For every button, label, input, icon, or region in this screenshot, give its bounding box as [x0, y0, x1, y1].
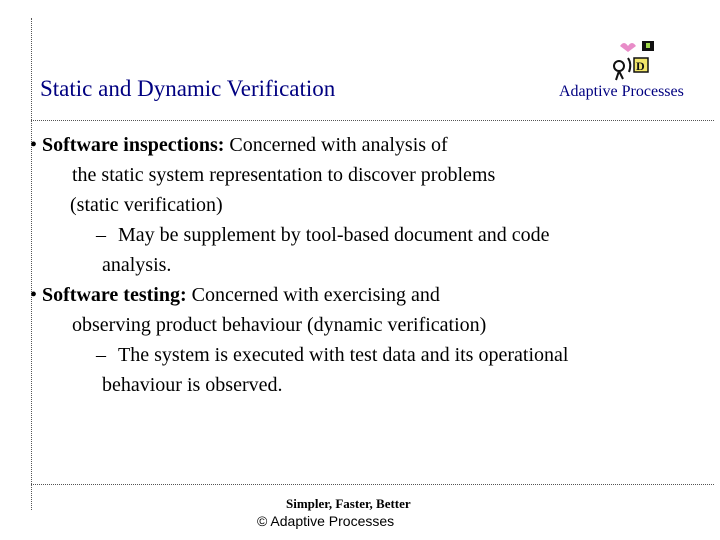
bullet-line: [42, 280, 440, 310]
svg-text:D: D: [636, 59, 645, 73]
sub-bullet-text: May be supplement by tool-based document and code: [118, 224, 550, 246]
sub-bullet-marker: –: [96, 224, 106, 246]
footer-slogan: Simpler, Faster, Better: [286, 496, 411, 511]
slide-subtitle: Adaptive Processes: [559, 83, 684, 100]
adaptive-processes-logo-icon: [610, 38, 662, 82]
left-dotted-rule: [31, 18, 32, 510]
bullet-text: the static system representation to discover problems: [72, 164, 496, 186]
slide-title: Static and Dynamic Verification: [40, 76, 336, 101]
footer-copyright: © Adaptive Processes: [257, 513, 395, 529]
bullet-marker: •: [30, 134, 38, 156]
sub-bullet-text: The system is executed with test data and its operational: [118, 344, 569, 366]
bullet-text: Concerned with exercising and: [191, 284, 440, 306]
footer-dotted-rule: [31, 484, 714, 485]
bullet-text: Concerned with analysis of: [229, 134, 448, 156]
bullet-line: [42, 130, 448, 160]
bullet-term: Software testing:: [42, 284, 187, 306]
bullet-text: (static verification): [70, 194, 223, 216]
bullet-text: observing product behaviour (dynamic verification): [72, 314, 487, 336]
bullet-term: Software inspections:: [42, 134, 225, 156]
sub-bullet-text: behaviour is observed.: [102, 374, 283, 396]
bullet-marker: •: [30, 284, 38, 306]
sub-bullet-text: analysis.: [102, 254, 172, 276]
header-dotted-rule: [31, 120, 714, 121]
sub-bullet-marker: –: [96, 344, 106, 366]
